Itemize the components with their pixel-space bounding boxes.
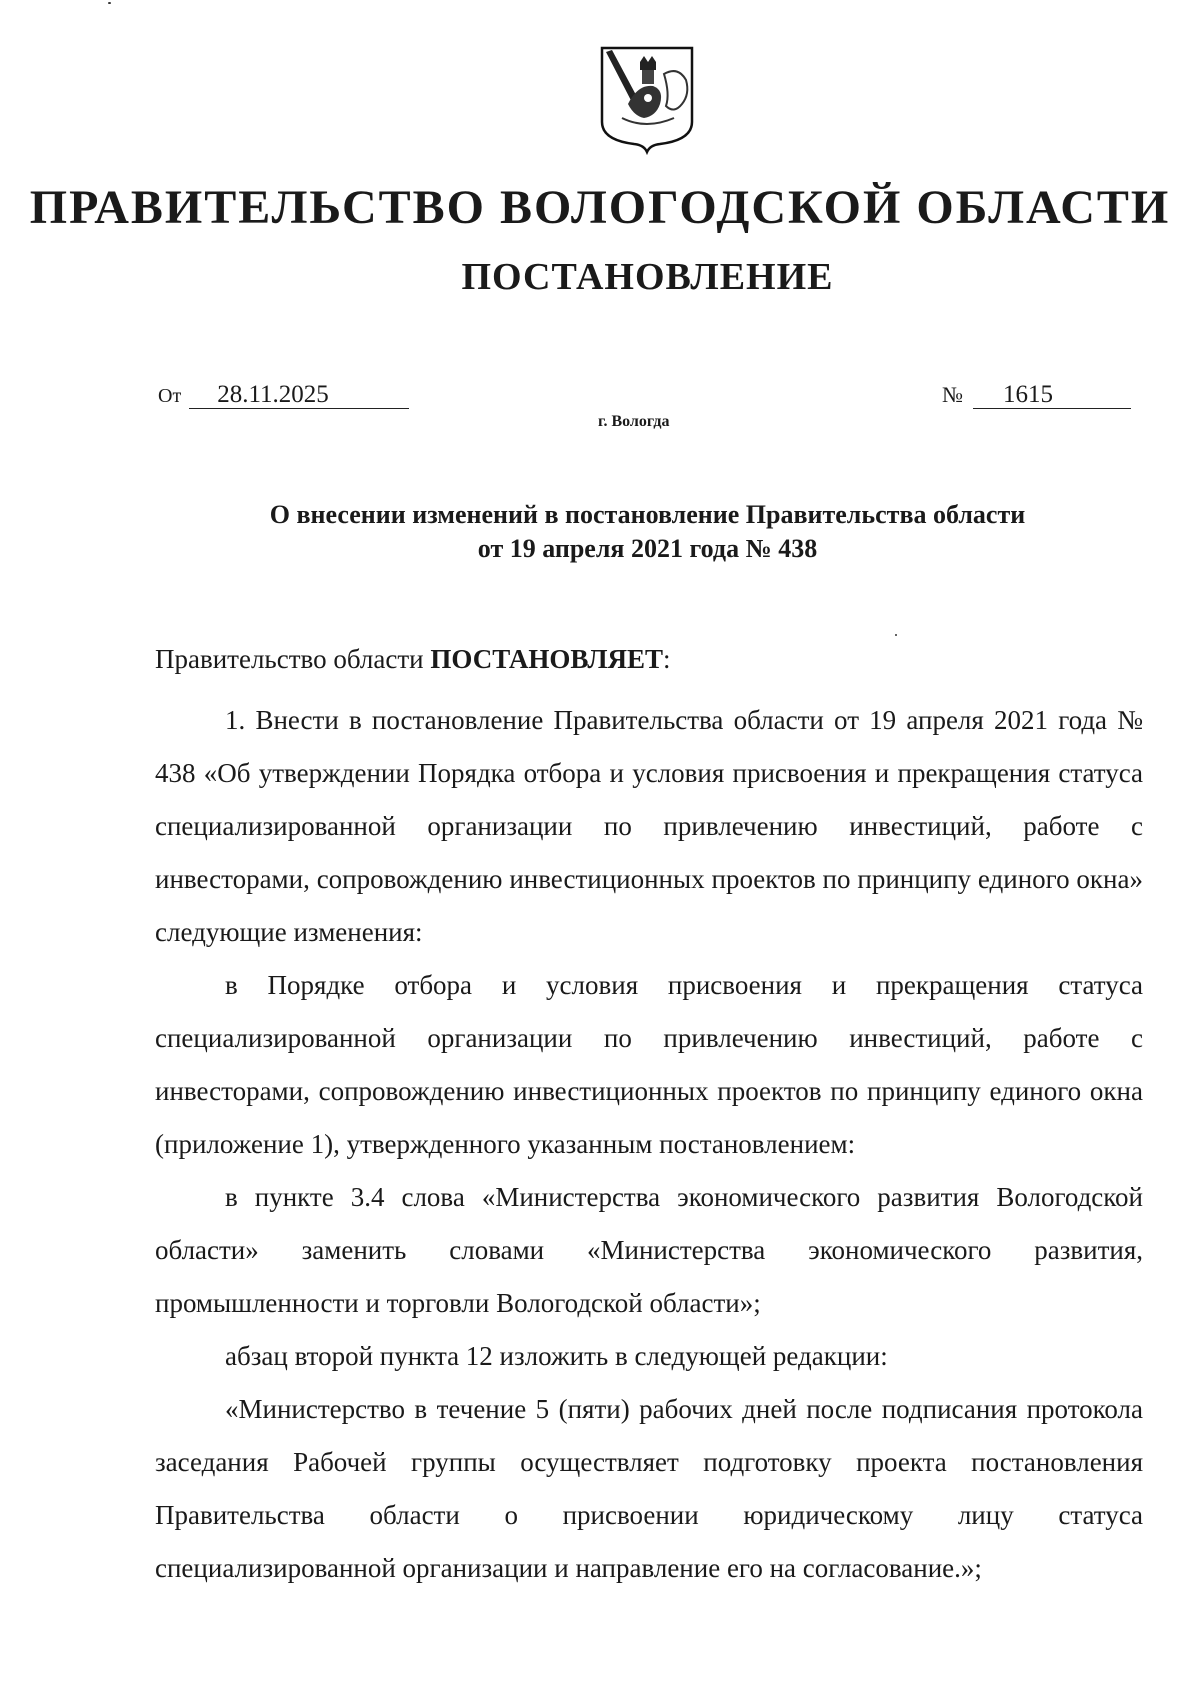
subject-line-2: от 19 апреля 2021 года № 438 (477, 534, 818, 563)
subject-line-1: О внесении изменений в постановление Правительства области (269, 500, 1026, 529)
paragraph: в пункте 3.4 слова «Министерства экономического развития Вологодской области» заменить словами «Министерства экономического развития, промышленности и торговли Вологодской области»; (155, 1182, 1143, 1318)
paragraph: «Министерство в течение 5 (пяти) рабочих дней после подписания протокола заседания Рабочей группы осуществляет подготовку проекта постановления Правительства области о присвоении юридическому лицу статуса специализированной организации и направление его на согласование.»; (155, 1394, 1143, 1583)
document-number: 1615 (973, 382, 1131, 409)
government-title: ПРАВИТЕЛЬСТВО ВОЛОГОДСКОЙ ОБЛАСТИ (29, 181, 1171, 234)
document-subject (0, 498, 1200, 566)
document-city: г. Вологда (598, 413, 670, 430)
coat-of-arms-emblem (598, 44, 696, 156)
preamble (155, 633, 1143, 686)
number-sign-label: № (942, 382, 963, 407)
preamble-colon: : (662, 644, 671, 674)
preamble-text: Правительство области (155, 644, 431, 674)
scan-speck (108, 2, 111, 4)
document-body (155, 633, 1143, 1595)
preamble-decree-word: ПОСТАНОВЛЯЕТ (430, 644, 663, 674)
paragraph: в Порядке отбора и условия присвоения и прекращения статуса специализированной организации по привлечению инвестиций, работе с инвесторами, сопровождению инвестиционных проектов по принципу единого окна (приложение 1), утвержденного указанным постановлением: (155, 970, 1143, 1159)
scan-speck (895, 634, 897, 636)
document-date: 28.11.2025 (189, 382, 409, 409)
date-prefix-label: От (158, 385, 182, 407)
document-number-field (942, 382, 1131, 409)
document-type-title: ПОСТАНОВЛЕНИЕ (461, 256, 834, 298)
paragraph: 1. Внести в постановление Правительства области от 19 апреля 2021 года № 438 «Об утверждении Порядка отбора и условия присвоения и прекращения статуса специализированной организации по привлечению инвестиций, работе с инвесторами, сопровождению инвестиционных проектов по принципу единого окна» следующие изменения: (155, 705, 1143, 947)
paragraph: абзац второй пункта 12 изложить в следующей редакции: (225, 1341, 888, 1371)
document-date-field (158, 382, 409, 409)
